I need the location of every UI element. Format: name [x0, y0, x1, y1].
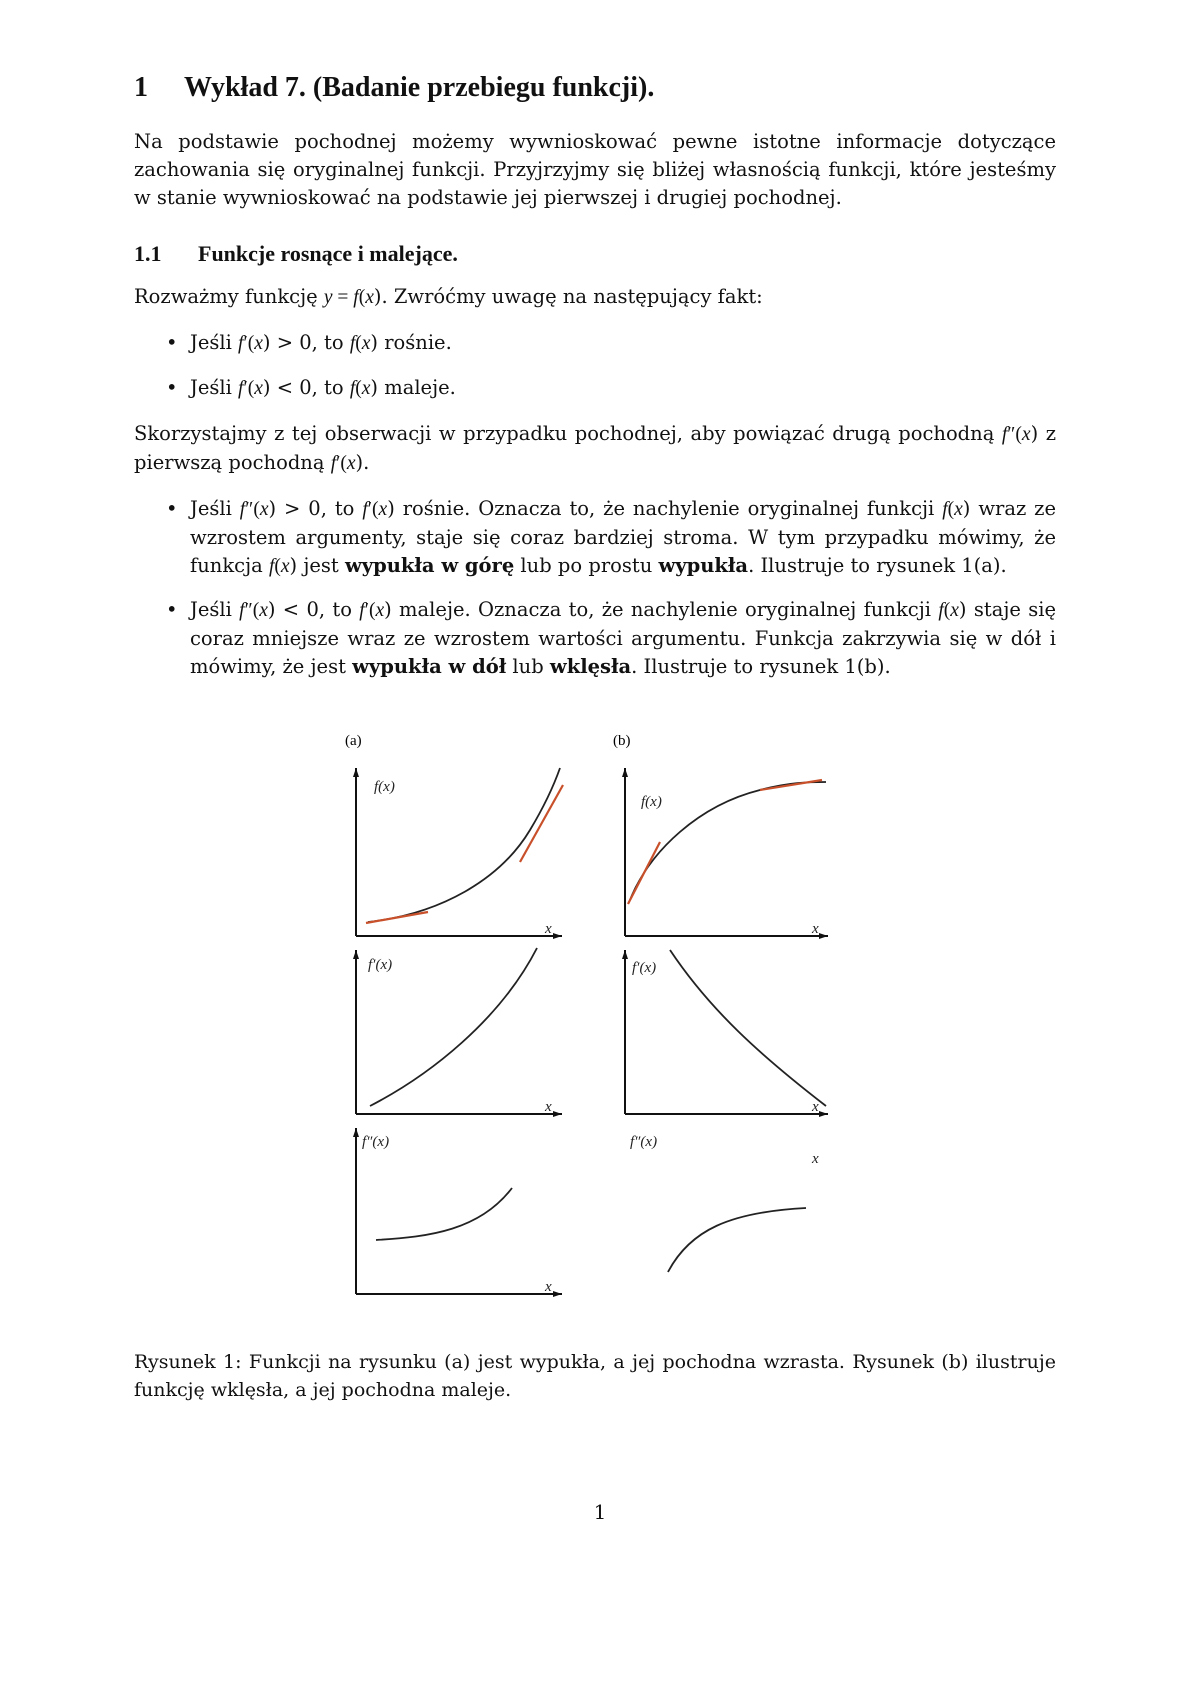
section-heading: [134, 72, 1056, 104]
panel-label-b: (b): [613, 733, 631, 749]
text: ) jest: [289, 554, 345, 577]
text: ′(: [336, 453, 347, 474]
text: ′(: [364, 600, 376, 621]
math-var: x: [365, 287, 374, 308]
arrow-right-icon: [553, 1111, 562, 1117]
subsection-number: 1.1: [134, 241, 162, 266]
axes: [356, 768, 828, 1294]
bold-term: wypukła: [658, 554, 749, 577]
curve-b-fsecond: [668, 1208, 806, 1272]
text: (: [358, 287, 366, 308]
math-var: x: [259, 499, 269, 520]
text: Jeśli: [190, 497, 240, 520]
label-x-a1: x: [545, 921, 552, 937]
bullet-decreasing: [190, 374, 1056, 403]
text: ) rośnie.: [370, 331, 452, 354]
arrow-up-icon: [353, 950, 359, 959]
paragraph-consider: [134, 283, 1056, 312]
arrow-up-icon: [622, 950, 628, 959]
label-fpx-a: f′(x): [368, 957, 393, 973]
subsection-heading: [134, 241, 1056, 267]
math-var: x: [259, 600, 268, 621]
text: ) z pierwszą pochodną: [134, 422, 1056, 474]
math-var: x: [280, 556, 290, 577]
math-var: f: [349, 333, 356, 354]
figure-caption: Rysunek 1: Funkcji na rysunku (a) jest wypukła, a jej pochodna wzrasta. Rysunek (b) ilustruje funkcję wklęsła, a jej pochodna maleje.: [134, 1351, 1056, 1401]
text: Jeśli: [190, 598, 240, 621]
arrow-right-icon: [553, 933, 562, 939]
text: ″(: [244, 600, 260, 621]
text: =: [332, 287, 354, 308]
text: ″(: [245, 499, 260, 520]
label-fx-a: f(x): [374, 779, 395, 795]
tangent-a-low: [366, 912, 428, 923]
arrow-right-icon: [819, 933, 828, 939]
label-fpx-b: f′(x): [632, 960, 657, 976]
label-x-a2: x: [545, 1099, 552, 1115]
math-var: f: [239, 499, 246, 520]
bullet-concave: [190, 596, 1056, 681]
bold-term: wklęsła: [549, 655, 632, 678]
text: Jeśli: [190, 331, 239, 354]
subsection-title: Funkcje rosnące i malejące.: [198, 241, 458, 266]
figure-labels: [362, 779, 819, 1295]
text: ) < 0, to: [262, 376, 350, 399]
text: ) rośnie. Oznacza to, że nachylenie oryginalnej funkcji: [387, 497, 943, 520]
label-x-b2: x: [812, 1099, 819, 1115]
bullet-convex: [190, 495, 1056, 581]
math-var: f: [238, 333, 244, 354]
text: (: [355, 333, 362, 354]
text: ) < 0, to: [267, 598, 360, 621]
math-var: x: [361, 378, 371, 399]
math-var: x: [254, 378, 263, 399]
bold-term: wypukła w górę: [344, 554, 515, 577]
text: lub: [506, 655, 550, 678]
curve-b-fprime: [670, 950, 826, 1106]
math-var: y: [323, 287, 333, 308]
bold-term: wypukła w dół: [352, 655, 507, 678]
curve-a-fsecond: [376, 1188, 512, 1240]
arrow-up-icon: [622, 768, 628, 777]
math-var: f: [938, 600, 944, 621]
label-x-a3: x: [545, 1279, 552, 1295]
text: ′(: [243, 378, 255, 399]
text: ′(: [367, 499, 379, 520]
text: ) staje się coraz mniejsze wraz ze wzrostem wartości argumentu. Funkcja zakrzywia się w dół i mówimy, że jest: [190, 598, 1057, 678]
math-var: f: [330, 453, 337, 474]
arrow-right-icon: [819, 1111, 828, 1117]
label-x-b3: x: [812, 1151, 819, 1167]
math-var: f: [362, 499, 368, 520]
axis-arrows: [353, 768, 828, 1297]
math-var: f: [942, 499, 948, 520]
text: ) wraz ze wzrostem argumenty, staje się coraz bardziej stroma. W tym przypadku mówimy, że funkcja: [190, 497, 1056, 577]
text: ) maleje. Oznacza to, że nachylenie oryginalnej funkcji: [384, 598, 939, 621]
text: (: [943, 600, 951, 621]
math-var: f: [239, 600, 245, 621]
curve-b-f: [630, 782, 826, 900]
arrow-up-icon: [353, 1128, 359, 1137]
arrow-right-icon: [553, 1291, 562, 1297]
arrow-up-icon: [353, 768, 359, 777]
tangent-b-high: [760, 780, 822, 790]
text: (: [947, 499, 955, 520]
tangent-a-high: [520, 785, 563, 862]
math-var: x: [361, 333, 371, 354]
text: Skorzystajmy z tej obserwacji w przypadku pochodnej, aby powiązać drugą pochodną: [134, 422, 1002, 445]
text: ) maleje.: [370, 376, 456, 399]
label-fppx-a: f″(x): [362, 1134, 390, 1150]
math-var: x: [950, 600, 959, 621]
paragraph-second-derivative: [134, 420, 1056, 478]
math-var: x: [378, 499, 388, 520]
section-number: 1: [134, 72, 148, 103]
math-var: x: [1021, 424, 1031, 445]
text: . Ilustruje to rysunek 1(b).: [631, 655, 891, 678]
math-var: x: [254, 333, 263, 354]
math-var: f: [268, 556, 275, 577]
curves: [368, 768, 826, 1272]
panel-label-a: (a): [345, 733, 362, 749]
math-var: f: [353, 287, 359, 308]
page-number: 1: [593, 1500, 607, 1524]
math-var: f: [238, 378, 244, 399]
curve-a-f: [368, 768, 560, 922]
math-var: x: [954, 499, 963, 520]
bullet-increasing: [190, 329, 1056, 358]
math-var: x: [375, 600, 385, 621]
label-fppx-b: f″(x): [630, 1134, 658, 1150]
tangents: [366, 780, 822, 923]
text: (: [274, 556, 281, 577]
text: ). Zwróćmy uwagę na następujący fakt:: [373, 285, 763, 308]
math-var: f: [349, 378, 356, 399]
text: . Ilustruje to rysunek 1(a).: [748, 554, 1007, 577]
tangent-b-low: [628, 842, 660, 904]
intro-paragraph: Na podstawie pochodnej możemy wywnioskować pewne istotne informacje dotyczące zachowania się oryginalnej funkcji. Przyjrzyjmy się bliżej własnością funkcji, które jesteśmy w stanie wywnioskować na podstawie jej pierwszej i drugiej pochodnej.: [134, 130, 1056, 209]
text: ).: [355, 451, 370, 474]
section-title: Wykład 7. (Badanie przebiegu funkcji).: [184, 72, 655, 103]
text: (: [355, 378, 362, 399]
text: Jeśli: [190, 376, 239, 399]
math-var: f: [359, 600, 365, 621]
text: ′(: [243, 333, 255, 354]
label-x-b1: x: [812, 921, 819, 937]
text: ) > 0, to: [268, 497, 363, 520]
math-var: f: [1001, 424, 1008, 445]
text: ) > 0, to: [262, 331, 350, 354]
curve-a-fprime: [370, 948, 537, 1106]
text: ″(: [1007, 424, 1022, 445]
text: Rozważmy funkcję: [134, 285, 324, 308]
label-fx-b: f(x): [641, 794, 662, 810]
text: lub po prostu: [514, 554, 659, 577]
math-var: x: [346, 453, 356, 474]
